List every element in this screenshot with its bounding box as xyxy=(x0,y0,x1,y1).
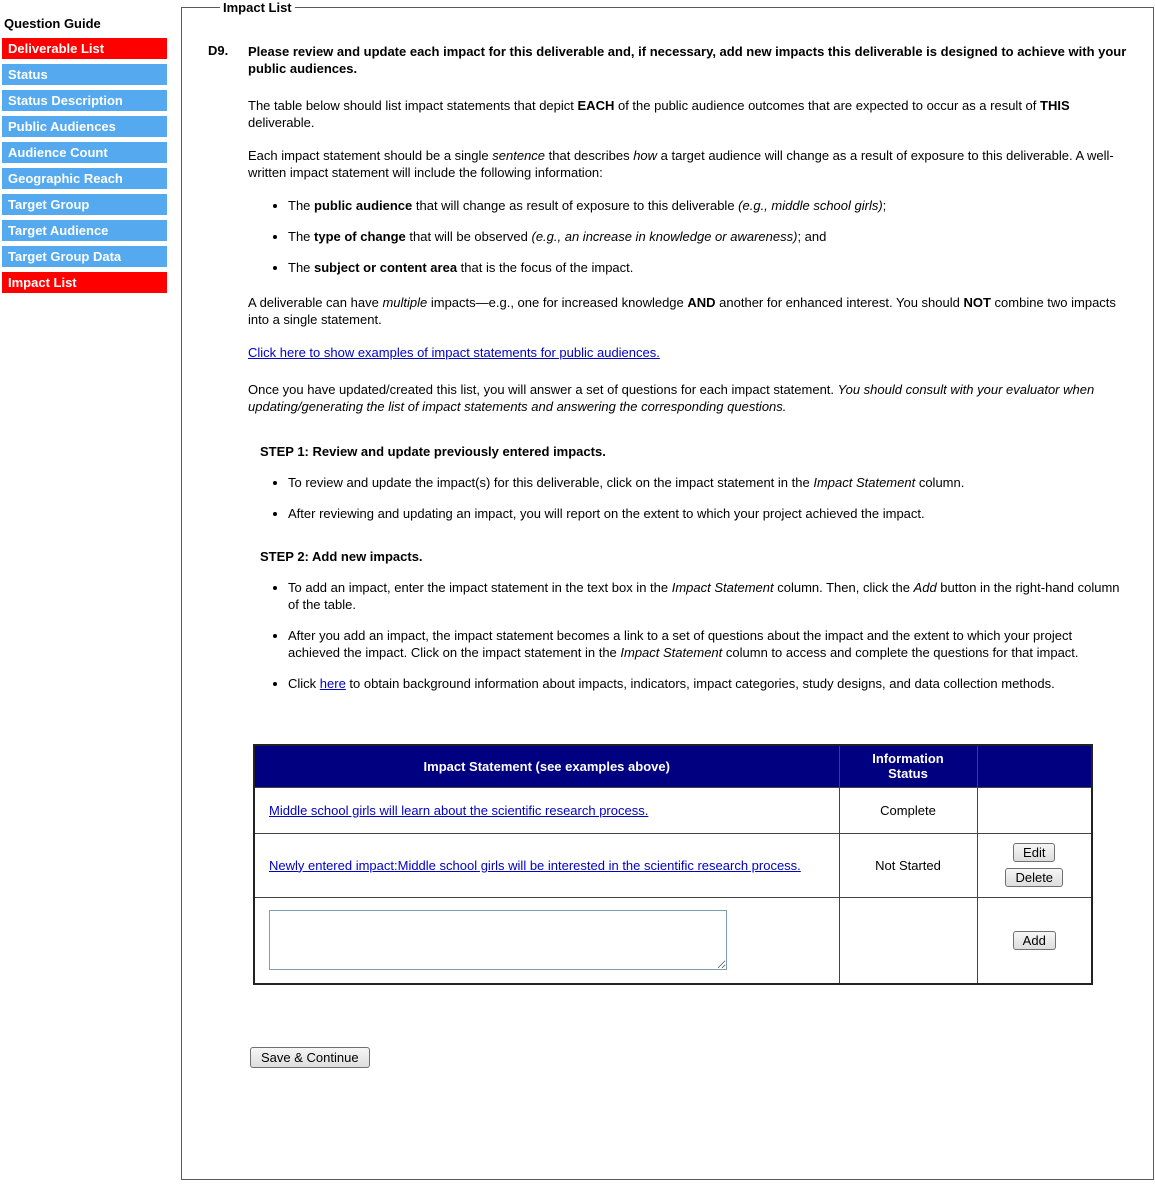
sidebar-item-status[interactable]: Status xyxy=(2,64,167,85)
paragraph-multiple-impacts: A deliverable can have multiple impacts—e.g., one for increased knowledge AND another for enhanced interest. You should NOT combine two impacts into a single statement. xyxy=(248,295,1116,327)
column-header-actions xyxy=(977,745,1092,787)
save-continue-button[interactable]: Save & Continue xyxy=(250,1047,370,1068)
sidebar-item-impact-list[interactable]: Impact List xyxy=(2,272,167,293)
step2-list xyxy=(270,579,1127,692)
list-item: • To add an impact, enter the impact statement in the text box in the Impact Statement column. Then, click the Add button in the right-hand column of the table. xyxy=(288,579,1127,613)
sidebar-title: Question Guide xyxy=(4,16,101,31)
list-item: • The public audience that will change as result of exposure to this deliverable (e.g., middle school girls); xyxy=(288,197,1127,214)
impact-statement-link[interactable]: Newly entered impact:Middle school girls will be interested in the scientific research process. xyxy=(269,857,801,873)
new-impact-textarea[interactable] xyxy=(269,910,727,970)
sidebar-item-public-audiences[interactable]: Public Audiences xyxy=(2,116,167,137)
sidebar-item-deliverable-list[interactable]: Deliverable List xyxy=(2,38,167,59)
step2-heading: STEP 2: Add new impacts. xyxy=(260,549,423,564)
show-examples-link-paragraph xyxy=(248,344,1127,361)
impact-statement-link[interactable]: Middle school girls will learn about the scientific research process. xyxy=(269,802,649,818)
column-header-information-status: Information Status xyxy=(839,745,977,787)
list-item: • After reviewing and updating an impact, you will report on the extent to which your project achieved the impact. xyxy=(288,505,1127,522)
sidebar-item-target-group-data[interactable]: Target Group Data xyxy=(2,246,167,267)
table-row xyxy=(254,787,1092,833)
sidebar-item-geographic-reach[interactable]: Geographic Reach xyxy=(2,168,167,189)
column-header-impact-statement: Impact Statement (see examples above) xyxy=(254,745,839,787)
list-item: • The subject or content area that is the focus of the impact. xyxy=(288,259,1127,276)
status-value: Not Started xyxy=(839,833,977,897)
actions-cell xyxy=(977,833,1092,897)
inline-link[interactable]: Click here to show examples of impact statements for public audiences. xyxy=(248,345,660,360)
sidebar-item-status-description[interactable]: Status Description xyxy=(2,90,167,111)
list-item: • To review and update the impact(s) for this deliverable, click on the impact statement in the Impact Statement column. xyxy=(288,474,1127,491)
add-button[interactable]: Add xyxy=(1013,931,1056,950)
step1-heading: STEP 1: Review and update previously entered impacts. xyxy=(260,444,606,459)
sidebar-item-audience-count[interactable]: Audience Count xyxy=(2,142,167,163)
list-item: • The type of change that will be observed (e.g., an increase in knowledge or awareness); and xyxy=(288,228,1127,245)
question-number: D9. xyxy=(208,43,229,58)
impact-criteria-list xyxy=(270,197,1127,276)
list-item: • Click here to obtain background information about impacts, indicators, impact categories, study designs, and data collection methods. xyxy=(288,675,1127,692)
status-value: Complete xyxy=(839,787,977,833)
paragraph-consult-evaluator: Once you have updated/created this list, you will answer a set of questions for each impact statement. You should consult with your evaluator when updating/generating the list of impact statements and answering the corresponding questions. xyxy=(248,382,1095,414)
panel-content xyxy=(208,43,1127,1068)
impact-list-panel xyxy=(181,0,1154,1180)
table-input-row xyxy=(254,897,1092,984)
actions-cell xyxy=(977,897,1092,984)
question-body xyxy=(248,43,1127,1068)
status-value-empty xyxy=(839,897,977,984)
question-text: Please review and update each impact for this deliverable and, if necessary, add new impacts this deliverable is designed to achieve with your public audiences. xyxy=(248,44,1127,76)
paragraph-impact-statement-definition: Each impact statement should be a single sentence that describes how a target audience will change as a result of exposure to this deliverable. A well-written impact statement will include the following information: xyxy=(248,148,1114,180)
delete-button[interactable]: Delete xyxy=(1005,868,1063,887)
paragraph-table-below: The table below should list impact statements that depict EACH of the public audience outcomes that are expected to occur as a result of THIS deliverable. xyxy=(248,98,1070,130)
question-guide-sidebar xyxy=(2,16,167,298)
table-row xyxy=(254,833,1092,897)
impact-table xyxy=(253,744,1093,985)
sidebar-item-target-audience[interactable]: Target Audience xyxy=(2,220,167,241)
inline-link[interactable]: here xyxy=(319,676,346,691)
step1-list xyxy=(270,474,1127,522)
sidebar-item-target-group[interactable]: Target Group xyxy=(2,194,167,215)
actions-cell xyxy=(977,787,1092,833)
question-d9 xyxy=(208,43,1127,1068)
edit-button[interactable]: Edit xyxy=(1013,843,1055,862)
table-header-row xyxy=(254,745,1092,787)
panel-legend: Impact List xyxy=(223,0,292,15)
list-item: • After you add an impact, the impact statement becomes a link to a set of questions about the impact and the extent to which your project achieved the impact. Click on the impact statement in the Impact Statement column to access and complete the questions for that impact. xyxy=(288,627,1127,661)
